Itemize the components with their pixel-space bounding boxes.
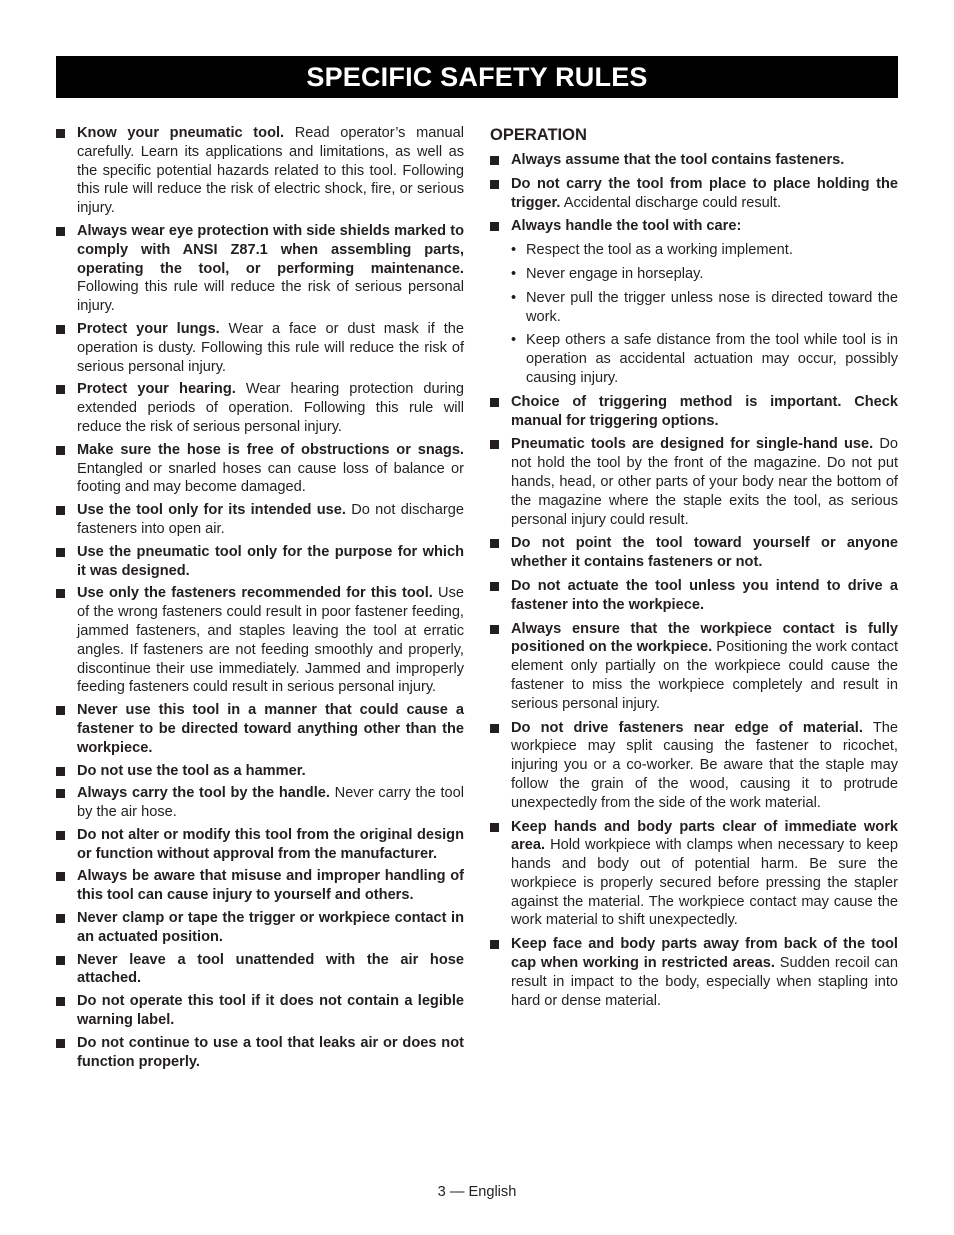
- page-title: SPECIFIC SAFETY RULES: [306, 61, 648, 92]
- rule-text: Accidental discharge could result.: [560, 194, 782, 211]
- rule-text: Positioning the work contact element only partially on the workpiece could cause the fastener to miss the workpiece completely and result in serious personal injury.: [511, 639, 899, 712]
- rule-item: [56, 951, 464, 989]
- rule-item: [490, 393, 898, 431]
- rule-item: [56, 124, 464, 218]
- rule-heading: Do not point the tool toward yourself or anyone whether it contains fasteners or not.: [511, 535, 898, 571]
- rule-heading: Keep hands and body parts clear of immediate work area.: [511, 818, 898, 854]
- rule-text: Do not discharge fasteners into open air.: [77, 502, 465, 537]
- rule-item: [56, 320, 464, 376]
- rule-heading: Make sure the hose is free of obstructions or snags.: [77, 441, 464, 458]
- rule-heading: Protect your lungs.: [77, 320, 220, 337]
- rule-item: [490, 435, 898, 529]
- rule-heading: Do not use the tool as a hammer.: [77, 762, 306, 779]
- sub-list-item: • Respect the tool as a working implement.: [511, 241, 898, 260]
- rule-heading: Always carry the tool by the handle.: [77, 785, 330, 802]
- rule-item: [56, 380, 464, 436]
- rule-text: Following this rule will reduce the risk of serious personal injury.: [77, 279, 464, 315]
- rule-heading: Never clamp or tape the trigger or workpiece contact in an actuated position.: [77, 910, 464, 945]
- rule-heading: Protect your hearing.: [77, 381, 236, 398]
- rule-heading: Always handle the tool with care:: [511, 218, 742, 235]
- sub-list: [511, 241, 898, 388]
- rule-item: [56, 543, 464, 581]
- rule-item: [490, 217, 898, 387]
- rule-text: Do not hold the tool by the front of the magazine. Do not put hands, head, or other parts of your body near the bottom of the magazine where the staple exits the tool, as serious personal injury could result.: [511, 436, 898, 528]
- rule-heading: Never use this tool in a manner that could cause a fastener to be directed toward anything other than the workpiece.: [77, 702, 464, 756]
- rule-item: [56, 1034, 464, 1072]
- rule-text: The workpiece may split causing the fastener to ricochet, injuring you or a co-worker. Be aware that the staple may follow the grain of the wood, causing it to protrude unexpectedly from the side of the work material.: [511, 719, 898, 811]
- general-rules-list: [56, 124, 464, 1071]
- rule-heading: Never leave a tool unattended with the air hose attached.: [77, 951, 464, 987]
- sub-list-item: • Keep others a safe distance from the tool while tool is in operation as accidental actuation may occur, possibly causing injury.: [511, 331, 898, 387]
- rule-heading: Keep face and body parts away from back of the tool cap when working in restricted areas.: [511, 936, 898, 972]
- rule-text: Hold workpiece with clamps when necessary to keep hands and body out of potential harm. Be sure the workpiece is properly secured before pressing the stapler against the material. The workpiece contact may cause the work material to shift unexpectedly.: [511, 837, 898, 929]
- rule-item: [56, 584, 464, 697]
- rule-heading: Pneumatic tools are designed for single-hand use.: [511, 436, 874, 453]
- rule-text: Sudden recoil can result in impact to the body, especially when stapling into hard or dense material.: [511, 955, 898, 1009]
- rule-heading: Use the tool only for its intended use.: [77, 502, 346, 519]
- left-column: [56, 124, 464, 1075]
- rule-heading: Use the pneumatic tool only for the purpose for which it was designed.: [77, 543, 464, 579]
- rule-heading: Do not drive fasteners near edge of material.: [511, 719, 863, 736]
- rule-heading: Always assume that the tool contains fasteners.: [511, 152, 845, 168]
- rule-item: [56, 867, 464, 905]
- rule-heading: Always ensure that the workpiece contact is fully positioned on the workpiece.: [511, 620, 898, 656]
- rule-item: [56, 909, 464, 947]
- rule-text: Read operator’s manual carefully. Learn its applications and limitations, as well as the specific potential hazards related to this tool. Following this rule will reduce the risk of electric shock, fire, or serious injury.: [77, 125, 464, 217]
- rule-item: [56, 762, 464, 781]
- rule-item: [56, 826, 464, 864]
- rule-text: Wear hearing protection during extended periods of operation. Following this rule will reduce the risk of serious personal injury.: [77, 381, 464, 435]
- rule-heading: Always wear eye protection with side shields marked to comply with ANSI Z87.1 when assembling parts, operating the tool, or performing maintenance.: [77, 222, 464, 277]
- rule-heading: Always be aware that misuse and improper handling of this tool can cause injury to yourself and others.: [77, 868, 464, 904]
- rule-item: [490, 620, 898, 714]
- rule-item: [56, 784, 464, 822]
- operation-heading: OPERATION: [490, 126, 587, 144]
- rule-text: Wear a face or dust mask if the operation is dusty. Following this rule will reduce the risk of serious personal injury.: [77, 320, 464, 375]
- title-bar: [56, 56, 898, 98]
- rule-item: [490, 151, 898, 170]
- rule-item: [490, 719, 898, 813]
- rule-item: [56, 701, 464, 757]
- rule-heading: Do not operate this tool if it does not contain a legible warning label.: [77, 993, 464, 1029]
- rule-item: [56, 501, 464, 539]
- rule-text: Use of the wrong fasteners could result in poor fastener feeding, jammed fasteners, and staples leaving the tool at erratic angles. If fasteners are not feeding smoothly and properly, discontinue their use immediately. Jammed and improperly feeding fasteners could result in serious personal injury.: [77, 585, 464, 696]
- page-footer: 3 — English: [437, 1184, 517, 1200]
- rule-item: [490, 577, 898, 615]
- rule-item: [490, 534, 898, 572]
- rule-item: [490, 935, 898, 1010]
- rule-heading: Do not actuate the tool unless you intend to drive a fastener into the workpiece.: [511, 577, 898, 613]
- rule-item: [56, 441, 464, 497]
- rule-heading: Use only the fasteners recommended for this tool.: [77, 585, 433, 602]
- rule-heading: Do not carry the tool from place to place holding the trigger.: [511, 175, 898, 211]
- right-column: [490, 125, 898, 1015]
- rule-text: Never carry the tool by the air hose.: [77, 785, 464, 821]
- rule-item: [56, 992, 464, 1030]
- rule-heading: Know your pneumatic tool.: [77, 125, 285, 141]
- rule-item: [490, 175, 898, 213]
- sub-list-item: • Never engage in horseplay.: [511, 265, 898, 284]
- rule-item: [56, 222, 464, 316]
- operation-rules-list: [490, 151, 898, 1010]
- rule-heading: Do not alter or modify this tool from the original design or function without approval from the manufacturer.: [77, 826, 464, 862]
- rule-text: Entangled or snarled hoses can cause loss of balance or footing and may become damaged.: [77, 460, 464, 496]
- rule-heading: Do not continue to use a tool that leaks air or does not function properly.: [77, 1034, 464, 1070]
- rule-heading: Choice of triggering method is important. Check manual for triggering options.: [511, 393, 898, 429]
- rule-item: [490, 818, 898, 931]
- sub-list-item: • Never pull the trigger unless nose is directed toward the work.: [511, 289, 898, 327]
